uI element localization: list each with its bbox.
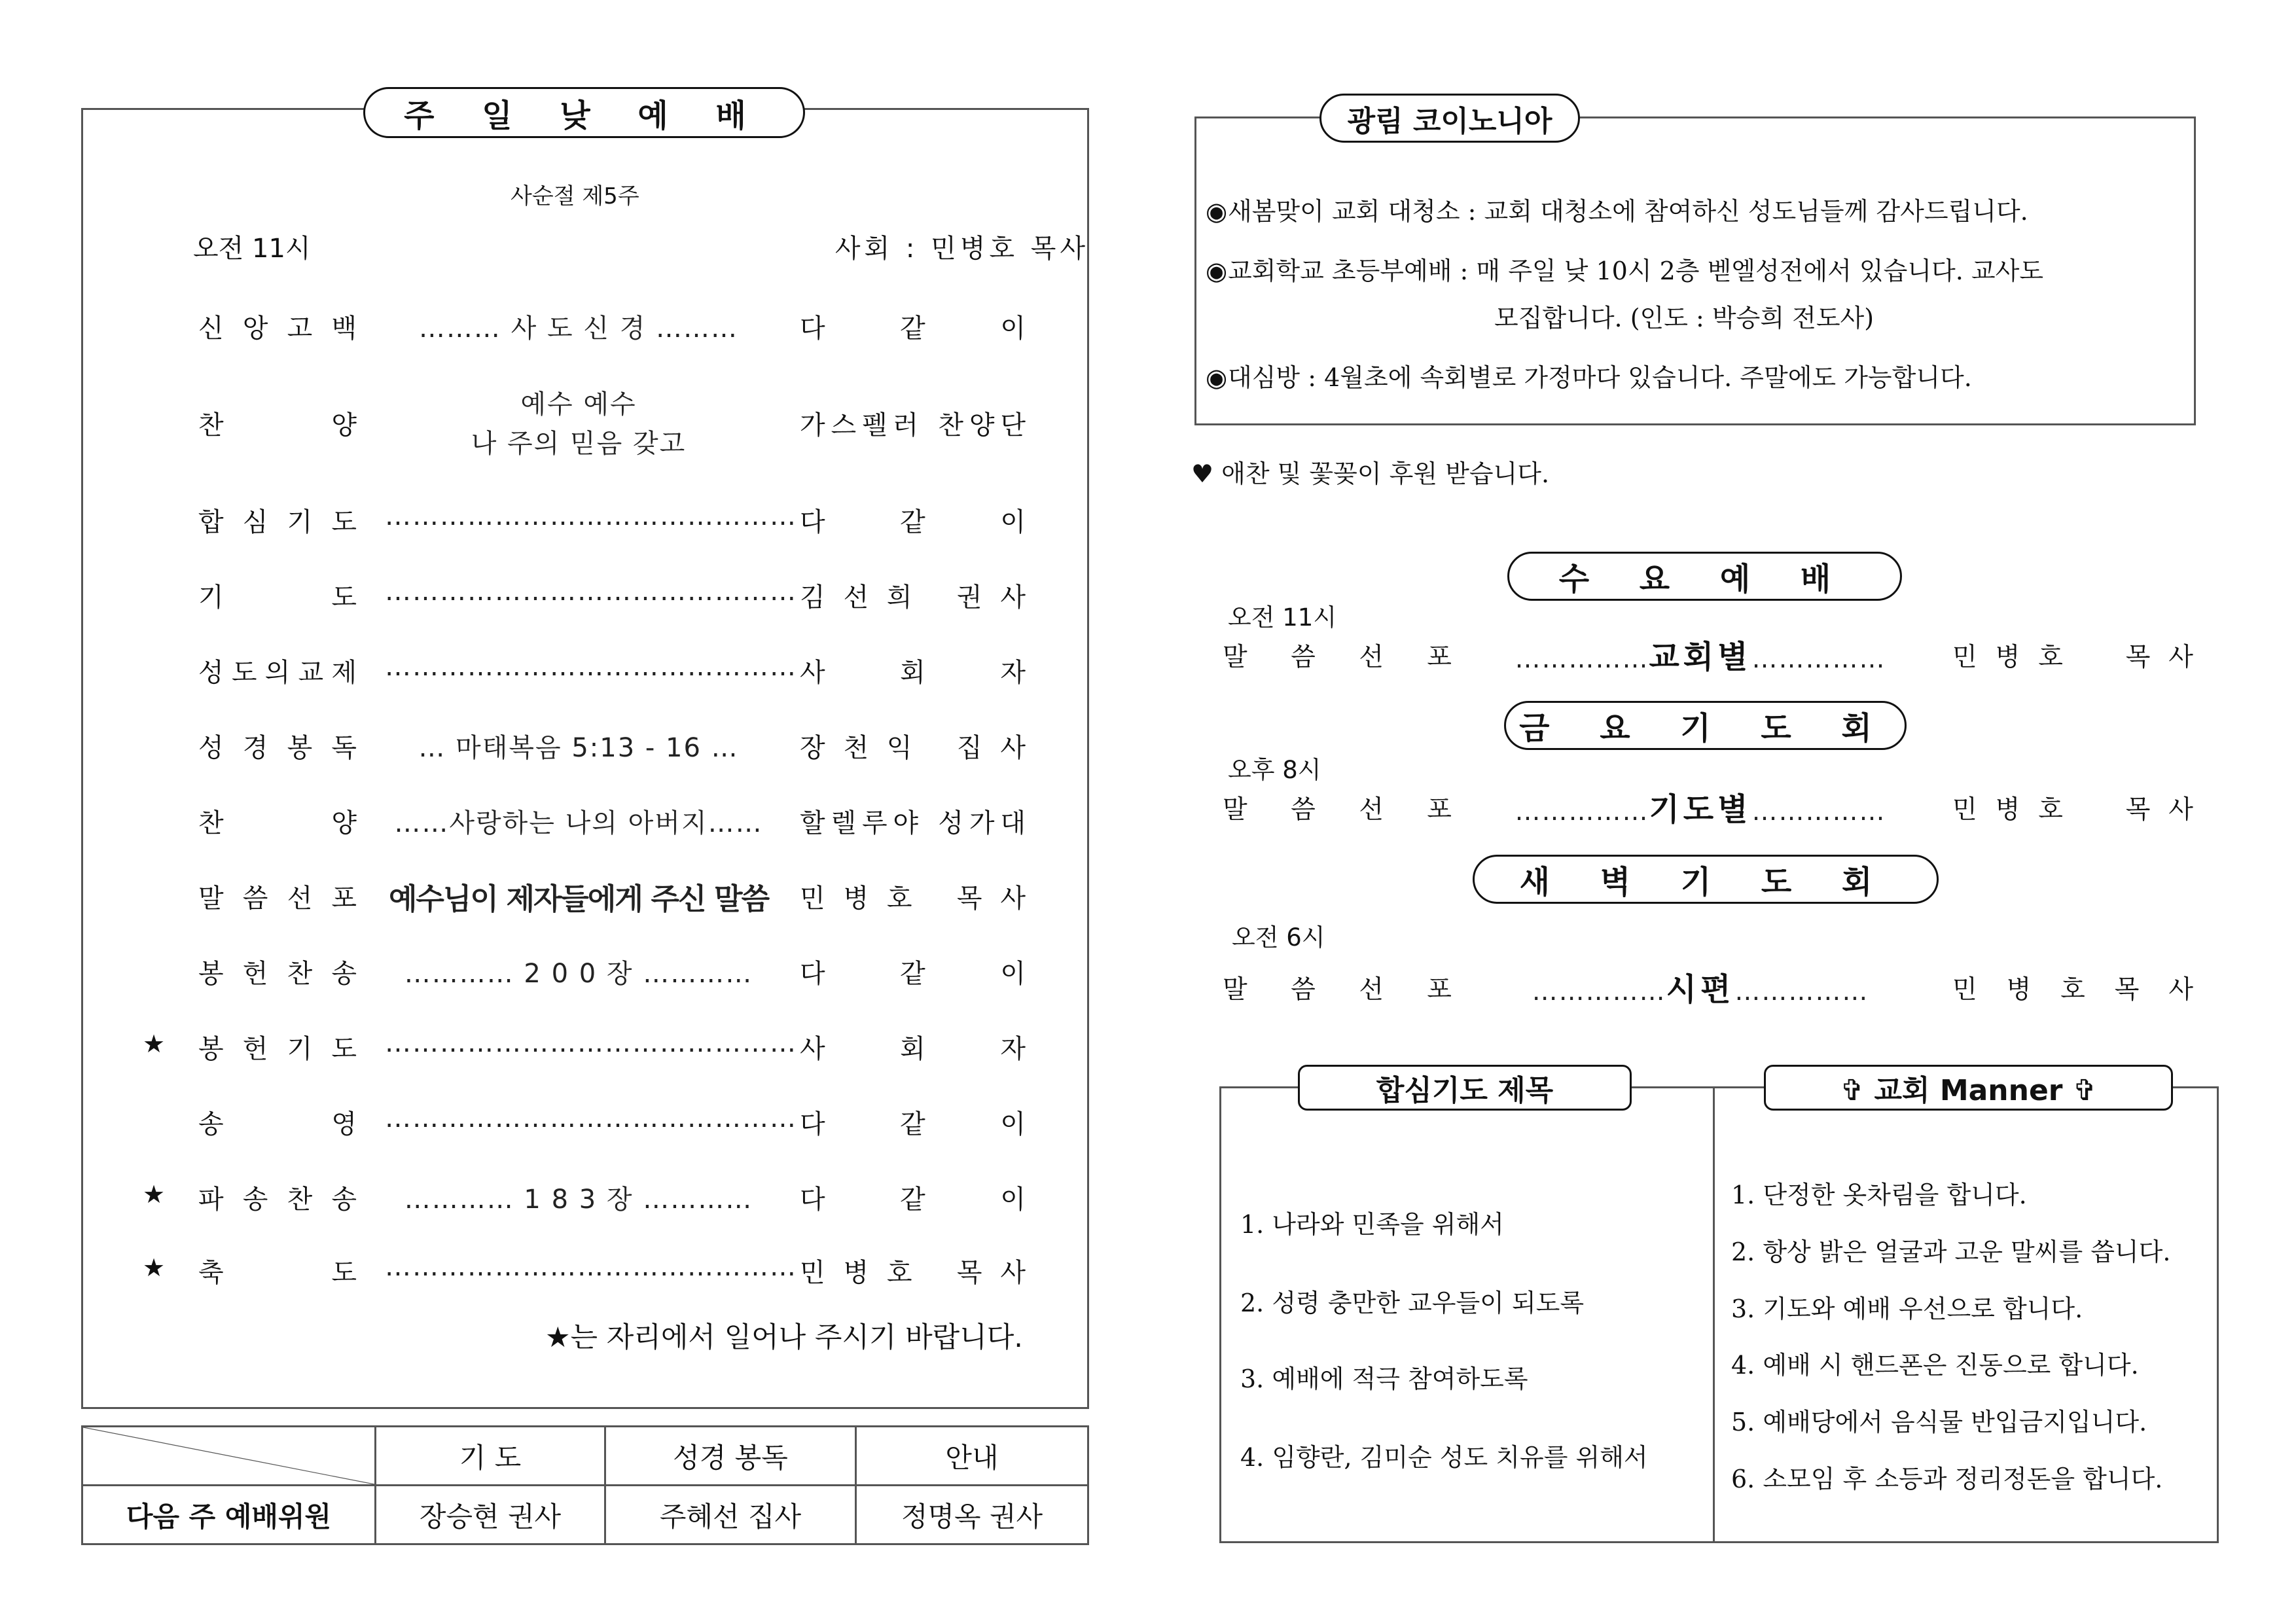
manner-item: 2. 항상 밝은 얼굴과 고운 말씨를 씁니다. — [1731, 1238, 2171, 1266]
order-row — [0, 301, 1047, 360]
stand-note: ★는 자리에서 일어나 주시기 바랍니다. — [545, 1321, 1023, 1354]
order-label: 찬 양 — [198, 808, 357, 838]
order-responsible: 다 같 이 — [800, 959, 1026, 989]
service-time: 오전 11시 — [193, 234, 311, 264]
order-label: 봉 헌 찬 송 — [198, 959, 357, 989]
order-row — [0, 871, 1047, 930]
order-detail: ……………………………………… — [385, 1252, 797, 1282]
header-scripture: 성경 봉독 — [605, 1427, 856, 1486]
sermon-topic: 시편 — [1666, 971, 1735, 1008]
order-detail: ………… 1 8 3 장 ………… — [404, 1185, 753, 1215]
order-responsible: 장 천 익 집 사 — [800, 733, 1026, 763]
header-prayer: 기 도 — [376, 1427, 605, 1486]
row-label: 다음 주 예배위원 — [82, 1486, 376, 1544]
sermon-label: 말 씀 선 포 — [1223, 795, 1452, 825]
dawn-sermon-row: 말 씀 선 포 ……………시편…………… 민 병 호 목 사 — [1223, 964, 2191, 1003]
order-detail: 예수 예수 나 주의 믿음 갖고 — [471, 389, 687, 459]
wednesday-service-title: 수 요 예 배 — [1507, 552, 1902, 601]
order-label: 축 도 — [198, 1258, 357, 1288]
prayer-topics-title: 합심기도 제목 — [1298, 1065, 1632, 1111]
sermon-topic: 교회별 — [1649, 639, 1752, 675]
order-row — [0, 1022, 1047, 1080]
order-detail: ……………………………………… — [385, 1028, 797, 1058]
order-responsible: 김 선 희 권 사 — [800, 582, 1026, 613]
order-label: 성 도 의 교 제 — [198, 658, 357, 688]
preacher: 민 병 호 목 사 — [1952, 643, 2193, 672]
order-label: 합 심 기 도 — [198, 507, 357, 537]
order-responsible: 민 병 호 목 사 — [800, 1258, 1026, 1288]
next-week-servers-table — [81, 1425, 1089, 1545]
manner-item: 3. 기도와 예배 우선으로 합니다. — [1731, 1294, 2083, 1323]
order-row — [0, 389, 1047, 459]
header-usher: 안내 — [856, 1427, 1088, 1486]
order-detail: 예수님이 제자들에게 주신 말씀 — [388, 882, 769, 916]
order-detail: ……………………………………… — [385, 652, 797, 682]
prayer-item: 1. 나라와 민족을 위해서 — [1240, 1210, 1504, 1239]
preacher: 민 병 호 목 사 — [1952, 975, 2193, 1005]
order-detail: ……… 사 도 신 경 ……… — [418, 313, 739, 344]
support-note: ♥ 애찬 및 꽃꽂이 후원 받습니다. — [1191, 459, 1550, 488]
bullet-icon: ◉ — [1206, 257, 1228, 285]
order-responsible: 사 회 자 — [800, 658, 1026, 688]
order-responsible: 사 회 자 — [800, 1034, 1026, 1064]
presider: 사회 : 민병호 목사 — [834, 234, 1089, 264]
order-label: 신 앙 고 백 — [198, 313, 357, 344]
prayer-item: 2. 성령 충만한 교우들이 되도록 — [1240, 1289, 1585, 1317]
order-responsible: 다 같 이 — [800, 507, 1026, 537]
sunday-service-title: 주 일 낮 예 배 — [363, 87, 805, 138]
order-label: 봉 헌 기 도 — [198, 1034, 357, 1064]
order-responsible: 할 렐 루 야 성 가 대 — [800, 808, 1026, 838]
dawn-service-title: 새 벽 기 도 회 — [1473, 855, 1939, 904]
season-label: 사순절 제5주 — [511, 183, 639, 209]
order-responsible: 다 같 이 — [800, 1109, 1026, 1139]
order-responsible: 민 병 호 목 사 — [800, 883, 1026, 914]
prayer-item: 3. 예배에 적극 참여하도록 — [1240, 1364, 1528, 1393]
order-label: 파 송 찬 송 — [198, 1185, 357, 1215]
next-scripture-person: 주혜선 집사 — [605, 1486, 856, 1544]
order-row — [0, 1245, 1047, 1304]
bullet-icon: ◉ — [1206, 363, 1228, 392]
order-row — [0, 1097, 1047, 1156]
next-usher-person: 정명옥 권사 — [856, 1486, 1088, 1544]
manner-item: 1. 단정한 옷차림을 합니다. — [1731, 1181, 2027, 1209]
sermon-label: 말 씀 선 포 — [1223, 975, 1452, 1005]
standing-star-icon: ★ — [143, 1180, 166, 1209]
prayer-item: 4. 임향란, 김미순 성도 치유를 위해서 — [1240, 1443, 1648, 1472]
order-label: 말 씀 선 포 — [198, 883, 357, 914]
manner-item: 4. 예배 시 핸드폰은 진동으로 합니다. — [1731, 1351, 2139, 1380]
order-row — [0, 1172, 1047, 1231]
wednesday-time: 오전 11시 — [1228, 603, 1337, 632]
order-row — [0, 946, 1047, 1005]
preacher: 민 병 호 목 사 — [1952, 795, 2193, 825]
friday-sermon-row: 말 씀 선 포 ……………기도별…………… 민 병 호 목 사 — [1223, 784, 2191, 823]
sermon-topic: 기도별 — [1649, 791, 1752, 828]
manner-item: 6. 소모임 후 소등과 정리정돈을 합니다. — [1731, 1465, 2163, 1493]
order-row — [0, 796, 1047, 855]
order-row — [0, 570, 1047, 629]
order-label: 송 영 — [198, 1109, 357, 1139]
order-responsible: 다 같 이 — [800, 313, 1026, 344]
sermon-label: 말 씀 선 포 — [1223, 643, 1452, 672]
wednesday-sermon-row: 말 씀 선 포 ……………교회별…………… 민 병 호 목 사 — [1223, 632, 2191, 671]
news-item: ◉대심방 : 4월초에 속회별로 가정마다 있습니다. 주말에도 가능합니다. — [1206, 363, 1972, 392]
next-prayer-person: 장승현 권사 — [376, 1486, 605, 1544]
friday-time: 오후 8시 — [1228, 756, 1321, 784]
order-row — [0, 645, 1047, 704]
order-detail: ……………………………………… — [385, 501, 797, 531]
manner-item: 5. 예배당에서 음식물 반입금지입니다. — [1731, 1408, 2147, 1436]
church-manner-title: ✞ 교회 Manner ✞ — [1764, 1065, 2173, 1111]
order-label: 찬 양 — [198, 410, 357, 440]
table-corner-cell — [82, 1427, 376, 1486]
news-item-continued: 모집합니다. (인도 : 박승희 전도사) — [1494, 304, 1874, 332]
order-responsible: 다 같 이 — [800, 1185, 1026, 1215]
order-detail: … 마태복음 5:13 - 16 … — [418, 733, 739, 763]
bullet-icon: ◉ — [1206, 197, 1228, 226]
order-label: 기 도 — [198, 582, 357, 613]
order-detail: ……사랑하는 나의 아버지…… — [394, 808, 763, 838]
order-detail: ……………………………………… — [385, 1103, 797, 1133]
koinonia-title: 광림 코이노니아 — [1319, 94, 1580, 143]
news-item: ◉새봄맞이 교회 대청소 : 교회 대청소에 참여하신 성도님들께 감사드립니다. — [1206, 197, 2028, 226]
friday-service-title: 금 요 기 도 회 — [1504, 701, 1907, 750]
standing-star-icon: ★ — [143, 1029, 166, 1058]
standing-star-icon: ★ — [143, 1253, 166, 1282]
news-item: ◉교회학교 초등부예배 : 매 주일 낮 10시 2층 벧엘성전에서 있습니다. 교사도 — [1206, 257, 2044, 285]
order-responsible: 가 스 펠 러 찬 양 단 — [800, 410, 1026, 440]
order-detail: ……………………………………… — [385, 577, 797, 607]
order-row — [0, 721, 1047, 779]
order-row — [0, 495, 1047, 554]
order-detail: ………… 2 0 0 장 ………… — [404, 959, 753, 989]
dawn-time: 오전 6시 — [1232, 923, 1325, 952]
order-label: 성 경 봉 독 — [198, 733, 357, 763]
